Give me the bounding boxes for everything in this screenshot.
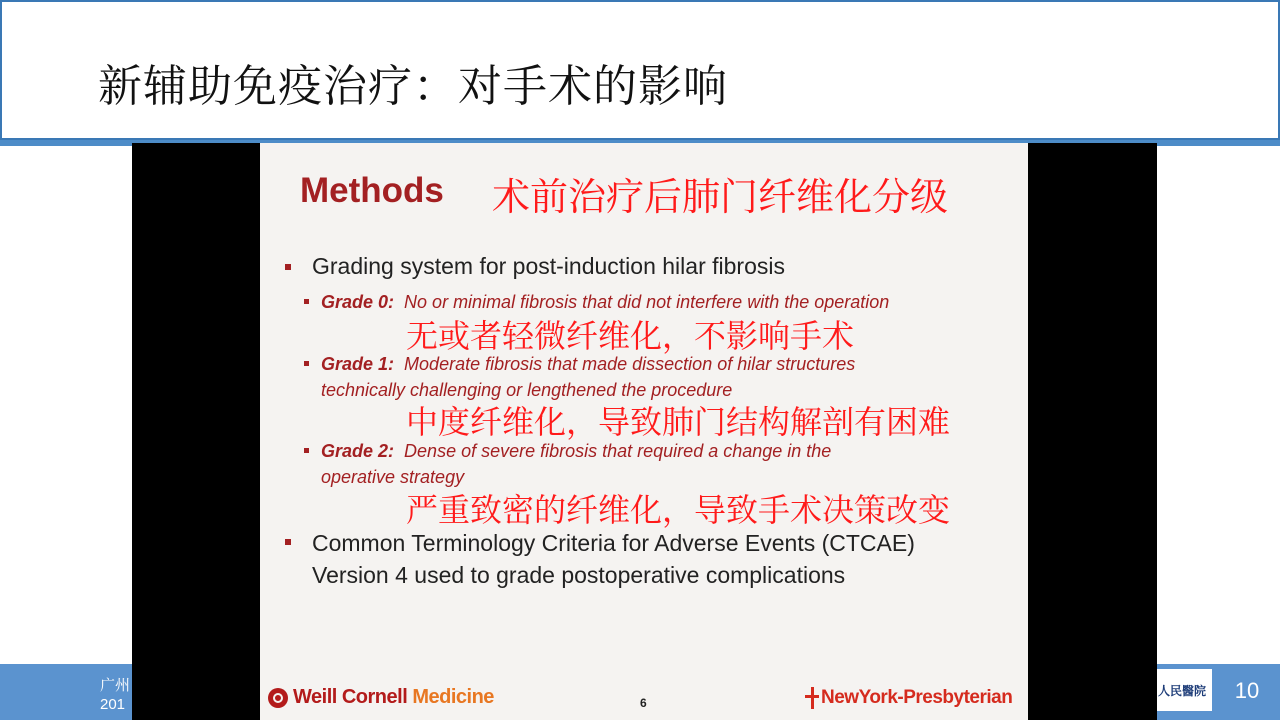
grade-1-text-line1: Moderate fibrosis that made dissection of hilar structures xyxy=(404,354,856,374)
weill-cornell-logo xyxy=(268,686,494,709)
slide-heading: Methods xyxy=(300,171,444,210)
bullet-square-icon xyxy=(285,539,291,545)
bullet-square-icon xyxy=(285,264,291,270)
page-title: 新辅助免疫治疗：对手术的影响 xyxy=(98,61,728,112)
hospital-logo-text: 人民醫院 xyxy=(1157,683,1206,698)
grade-1-cn-annotation: 中度纤维化，导致肺门结构解剖有困难 xyxy=(406,403,951,441)
footer-text xyxy=(100,676,130,714)
hospital-logo xyxy=(1152,669,1212,711)
bullet-grading-system: Grading system for post-induction hilar fibrosis xyxy=(312,253,785,279)
grade-2-text-line2: operative strategy xyxy=(321,467,465,487)
grade-2-cn-annotation: 严重致密的纤维化，导致手术决策改变 xyxy=(406,491,951,529)
bullet-ctcae-line2: Version 4 used to grade postoperative complications xyxy=(312,562,846,588)
grade-2-text-line1: Dense of severe fibrosis that required a change in the xyxy=(404,441,832,461)
bullet-small-square-icon xyxy=(304,448,309,453)
footer-line-1: 广州 xyxy=(100,677,131,694)
grade-2-label: Grade 2: xyxy=(321,441,395,461)
grade-0-text: No or minimal fibrosis that did not interfere with the operation xyxy=(404,292,890,312)
grade-2-item xyxy=(321,438,831,490)
grade-1-label: Grade 1: xyxy=(321,354,395,374)
nyp-wordmark: NewYork-Presbyterian xyxy=(821,687,1013,708)
bullet-small-square-icon xyxy=(304,299,309,304)
slide-number: 6 xyxy=(640,696,647,710)
cornell-seal-icon xyxy=(268,688,288,708)
nyp-cross-icon xyxy=(805,687,819,709)
heading-cn-annotation: 术前治疗后肺门纤维化分级 xyxy=(492,175,949,219)
slide-header xyxy=(0,0,1280,140)
embedded-slide xyxy=(260,143,1028,720)
bullet-ctcae xyxy=(312,527,915,591)
bullet-small-square-icon xyxy=(304,361,309,366)
page-number: 10 xyxy=(1234,678,1260,703)
bullet-ctcae-line1: Common Terminology Criteria for Adverse Events (CTCAE) xyxy=(312,530,915,556)
newyork-presbyterian-logo xyxy=(805,687,1012,709)
grade-1-item xyxy=(321,351,855,403)
weill-cornell-wordmark: Weill Cornell Medicine xyxy=(293,686,494,708)
slide-footer xyxy=(260,670,1028,720)
grade-0-cn-annotation: 无或者轻微纤维化，不影响手术 xyxy=(406,317,855,355)
footer-line-2: 201 xyxy=(100,696,126,713)
grade-1-text-line2: technically challenging or lengthened the procedure xyxy=(321,380,733,400)
grade-0-label: Grade 0: xyxy=(321,292,395,312)
